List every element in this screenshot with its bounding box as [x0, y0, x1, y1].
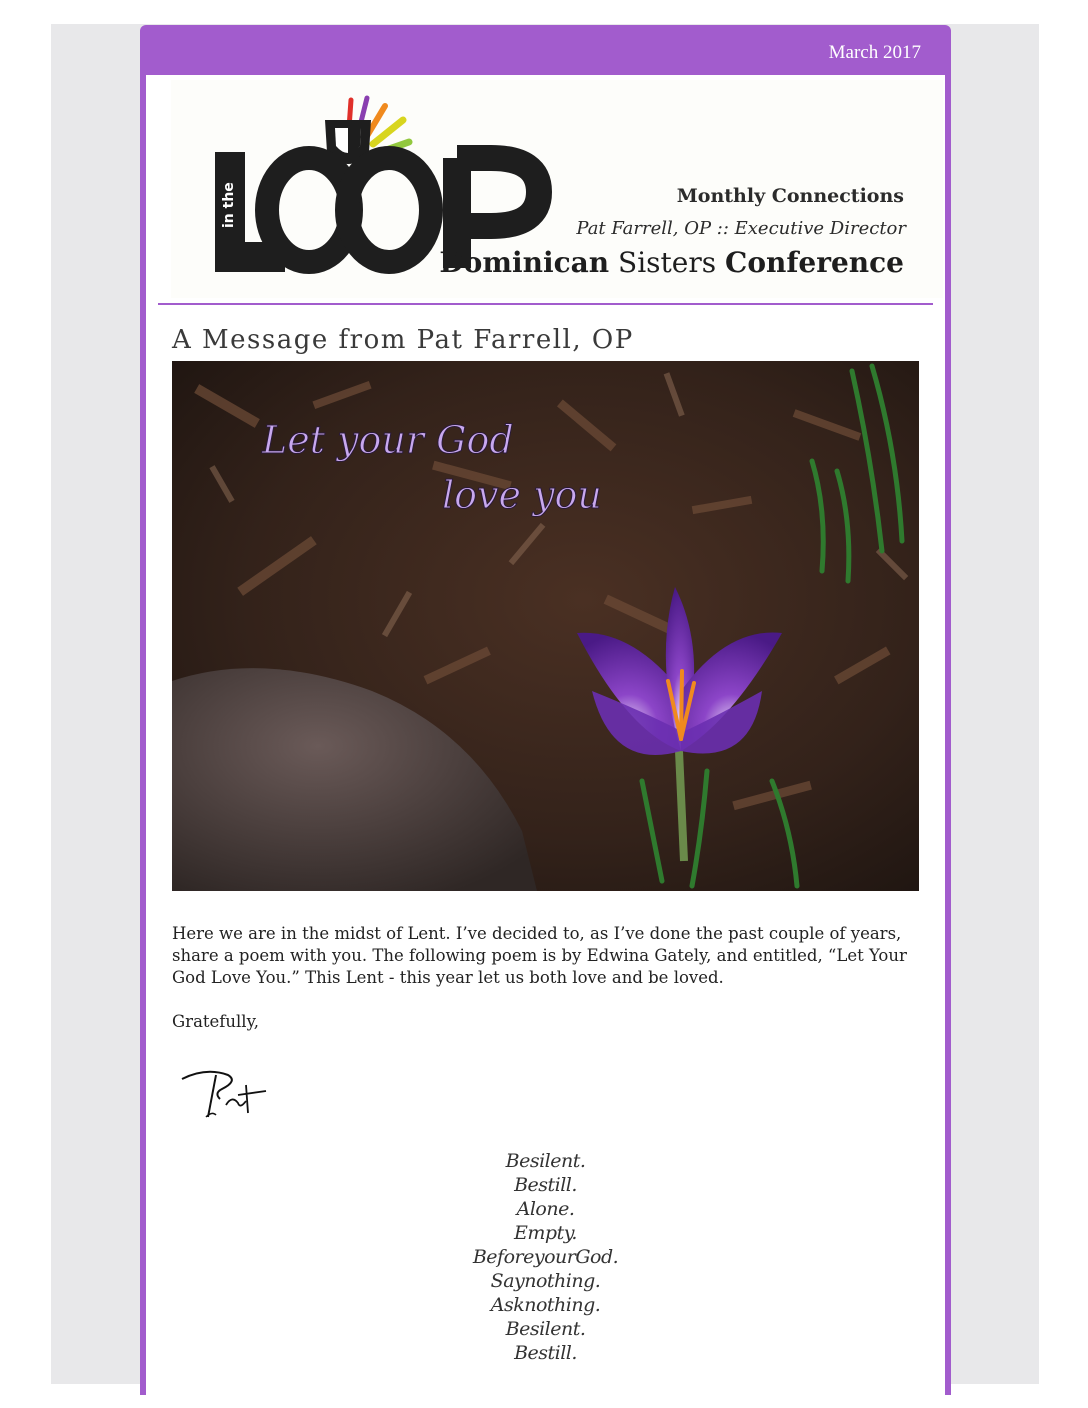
closing-text: Gratefully, — [172, 1012, 259, 1031]
loop-logo — [171, 80, 943, 298]
photo-caption-line2: love you — [442, 473, 602, 517]
poem-line-2: Bestill. — [514, 1174, 577, 1196]
poem-line-9: Bestill. — [514, 1342, 577, 1364]
banner-divider — [158, 303, 933, 305]
poem-line-3: Alone. — [516, 1198, 575, 1220]
issue-date: March 2017 — [828, 42, 921, 63]
newsletter-card — [140, 25, 951, 1395]
poem-line-5: BeforeyourGod. — [472, 1246, 619, 1268]
poem-line-1: Besilent. — [505, 1150, 586, 1172]
message-title: A Message from Pat Farrell, OP — [172, 325, 634, 355]
poem — [146, 1149, 945, 1365]
poem-line-6: Saynothing. — [490, 1270, 601, 1292]
banner-word-dominican: Dominican — [439, 246, 610, 279]
photo-caption-line1: Let your God — [262, 418, 514, 462]
poem-line-8: Besilent. — [505, 1318, 586, 1340]
intro-paragraph: Here we are in the midst of Lent. I’ve decided to, as I’ve done the past couple of years, share a poem with you. The following poem is by Edwina Gately, and entitled, “Let Your God Love You.” This Lent - this year let us both love and be loved. — [172, 924, 907, 987]
poem-line-4: Empty. — [514, 1222, 577, 1244]
crocus-photo — [172, 361, 919, 891]
top-bar — [146, 25, 945, 75]
banner-word-conference: Conference — [725, 246, 904, 279]
logo-small-text: in the — [221, 182, 237, 228]
signature-text: Pat — [176, 1050, 203, 1069]
newsletter-banner — [171, 80, 943, 298]
banner-word-sisters: Sisters — [618, 246, 717, 279]
poem-line-7: Asknothing. — [490, 1294, 601, 1316]
svg-text:Dominican Sisters Conference — [439, 246, 904, 279]
banner-line2: Pat Farrell, OP :: Executive Director — [576, 218, 906, 239]
banner-line1: Monthly Connections — [676, 185, 904, 207]
signature-image — [176, 1050, 276, 1125]
